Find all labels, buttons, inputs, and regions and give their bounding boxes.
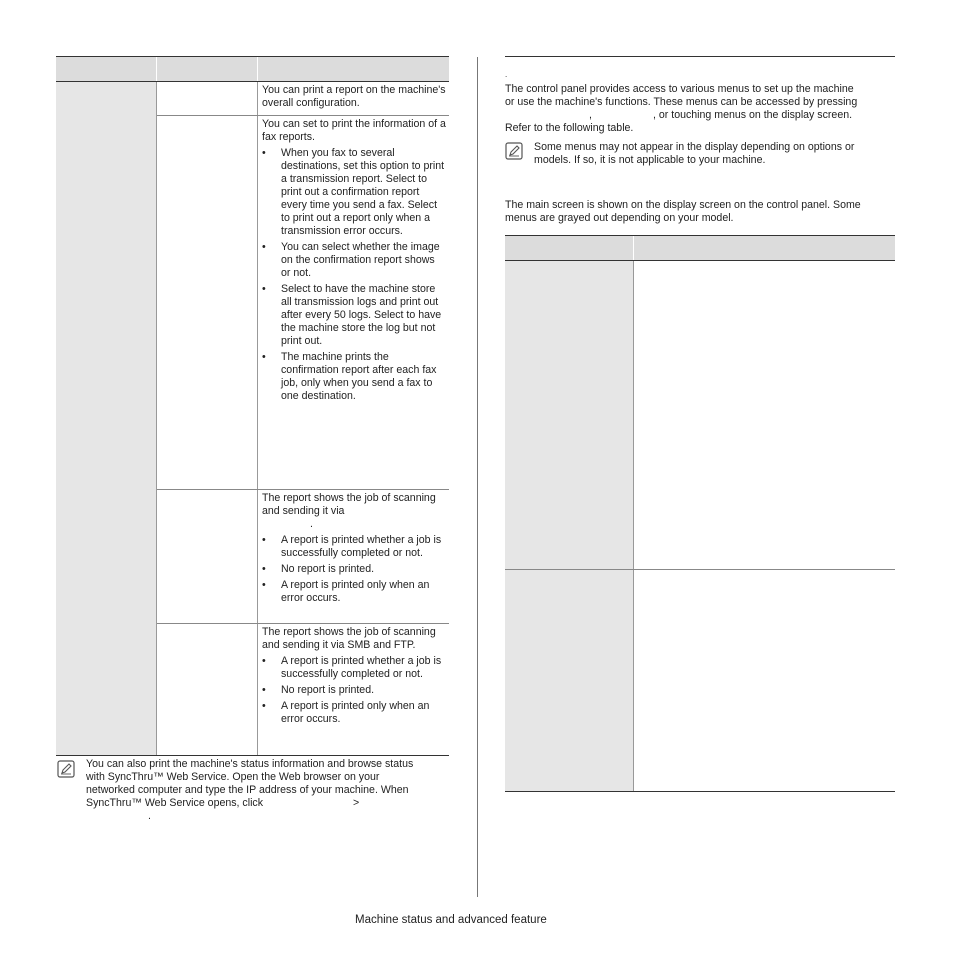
list-item: • When you fax to several destinations, set this option to print a transmission report. Select to print out a confirmation report every time you send a fax. Select to print out a report only when a transmission error occurs. (262, 147, 445, 237)
left-table-first-column (56, 82, 156, 755)
right-top-rule (505, 56, 895, 57)
right-table-first-column (505, 261, 633, 791)
page-footer: Machine status and advanced feature (355, 914, 547, 926)
row-scan-report-desc: The report shows the job of scanning and sending it via . • A report is printed whether a job is successfully completed or not. • No report is printed. • A report is printed only when an error occurs. (262, 492, 446, 605)
main-screen-paragraph: The main screen is shown on the display screen on the control panel. Some menus are grayed out depending on your model. (505, 199, 861, 224)
list-item: • You can select whether the image on the confirmation report shows or not. (262, 241, 440, 279)
left-table-header (56, 57, 449, 82)
list-item: • A report is printed whether a job is successfully completed or not. (262, 655, 442, 680)
list-item: • Select to have the machine store all transmission logs and print out after every 50 logs. Select to have the machine store the log but not print out. (262, 283, 442, 347)
row-smb-ftp-report-desc: The report shows the job of scanning and sending it via SMB and FTP. • A report is printed whether a job is successfully completed or not. • No report is printed. • A report is printed only when an error occurs. (262, 626, 446, 726)
column-divider (477, 57, 478, 897)
list-item: • A report is printed whether a job is successfully completed or not. (262, 534, 442, 559)
list-item: • No report is printed. (262, 563, 375, 575)
list-item: • The machine prints the confirmation report after each fax job, only when you send a fax to one destination. (262, 351, 437, 402)
list-item: • A report is printed only when an error occurs. (262, 579, 430, 604)
intro-paragraph: The control panel provides access to various menus to set up the machine or use the machine's functions. These menus can be accessed by pressing , , or touching menus on the display screen. Refer to the following table. (505, 83, 858, 134)
list-item: • A report is printed only when an error occurs. (262, 700, 430, 725)
note-pencil-icon (57, 760, 75, 778)
row-fax-report-desc: You can set to print the information of a fax reports. • When you fax to several destinations, set this option to print a transmission report. Select to print out a confirmation report every time you send a fax. Select to print out a report only when a transmission error occurs. • You can select whether the image on the confirmation report shows or not. • Select to have the machine store all transmission logs and print out after every 50 logs. Select to have the machine store the log but not print out. • The machine prints the confirmation report after each fax job, only when you send a fax to one destination. (262, 118, 446, 402)
list-item: • No report is printed. (262, 684, 375, 696)
note-pencil-icon (505, 142, 523, 160)
row-config-report-desc: You can print a report on the machine's overall configuration. (262, 84, 446, 109)
right-table-header (505, 236, 895, 261)
